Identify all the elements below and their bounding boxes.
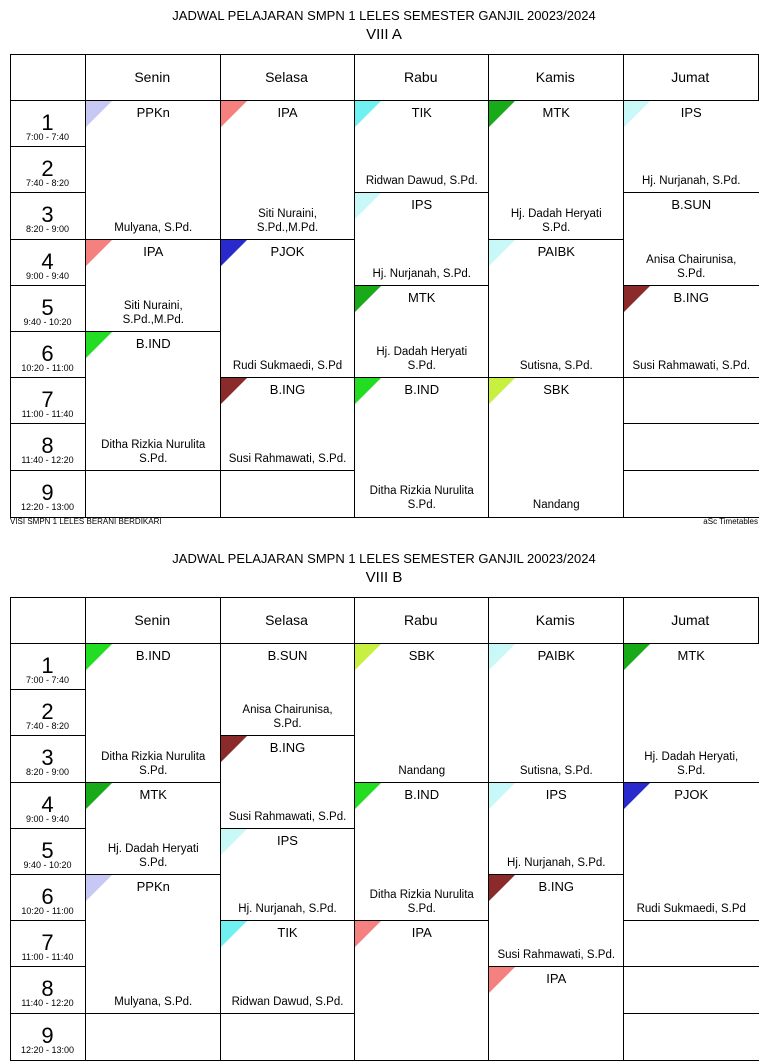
period-row-line bbox=[10, 423, 85, 424]
lesson-subject: TIK bbox=[411, 105, 432, 120]
period-number: 6 bbox=[41, 341, 54, 366]
period-row-line bbox=[10, 146, 85, 147]
day-header-jumat: Jumat bbox=[671, 69, 710, 85]
lesson-teacher: Ridwan Dawud, S.Pd. bbox=[231, 995, 344, 1008]
lesson-cell[interactable] bbox=[220, 1013, 355, 1060]
period-time: 7:40 - 8:20 bbox=[25, 178, 70, 189]
timetable-title: JADWAL PELAJARAN SMPN 1 LELES SEMESTER GANJIL 20023/2024 bbox=[172, 551, 596, 566]
lesson-subject: B.IND bbox=[404, 382, 440, 398]
period-time: 8:20 - 9:00 bbox=[25, 224, 70, 235]
lesson-teacher: Siti Nuraini, S.Pd.,M.Pd. bbox=[122, 299, 184, 326]
lesson-cell[interactable] bbox=[220, 100, 355, 240]
lesson-teacher: Anisa Chairunisa, S.Pd. bbox=[646, 253, 737, 280]
lesson-subject: PPKn bbox=[136, 105, 170, 120]
lesson-cell[interactable] bbox=[623, 782, 760, 922]
lesson-cell[interactable] bbox=[85, 782, 221, 875]
lesson-cell[interactable] bbox=[85, 100, 221, 240]
lesson-subject: B.IND bbox=[135, 336, 171, 351]
period-time: 9:40 - 10:20 bbox=[23, 859, 72, 870]
lesson-cell[interactable] bbox=[220, 643, 355, 736]
lesson-teacher: Anisa Chairunisa, S.Pd. bbox=[242, 704, 333, 731]
lesson-subject: MTK bbox=[408, 289, 436, 305]
lesson-subject: MTK bbox=[677, 648, 705, 663]
lesson-cell[interactable] bbox=[354, 782, 490, 922]
lesson-cell[interactable] bbox=[220, 239, 355, 379]
period-row-line bbox=[10, 239, 85, 240]
lesson-teacher: Nandang bbox=[532, 498, 580, 511]
day-header-kamis: Kamis bbox=[535, 69, 575, 85]
period-time: 11:40 - 12:20 bbox=[21, 998, 74, 1009]
lesson-cell[interactable] bbox=[354, 100, 490, 193]
lesson-teacher: Sutisna, S.Pd. bbox=[519, 360, 593, 373]
lesson-teacher: Siti Nuraini, S.Pd.,M.Pd. bbox=[256, 207, 319, 234]
footer-vision: VISI SMPN 1 LELES BERANI BERDIKARI bbox=[10, 516, 162, 526]
lesson-subject: B.IND bbox=[404, 786, 440, 802]
lesson-subject: B.ING bbox=[673, 289, 709, 305]
lesson-subject: IPS bbox=[277, 832, 298, 848]
lesson-cell[interactable] bbox=[488, 377, 624, 517]
lesson-cell[interactable] bbox=[623, 423, 760, 470]
lesson-subject: SBK bbox=[408, 648, 435, 663]
lesson-subject: IPS bbox=[545, 786, 567, 802]
period-row-line bbox=[10, 782, 85, 783]
period-number: 3 bbox=[41, 745, 54, 771]
lesson-teacher: Hj. Nurjanah, S.Pd. bbox=[372, 267, 471, 280]
period-time: 11:00 - 11:40 bbox=[21, 952, 74, 963]
lesson-cell[interactable] bbox=[85, 643, 221, 783]
period-time: 7:00 - 7:40 bbox=[25, 132, 70, 142]
period-time: 12:20 - 13:00 bbox=[20, 1044, 75, 1055]
lesson-cell[interactable] bbox=[85, 874, 221, 1014]
lesson-cell[interactable] bbox=[220, 920, 355, 1013]
lesson-subject: IPA bbox=[277, 105, 298, 120]
lesson-cell[interactable] bbox=[220, 377, 355, 470]
lesson-teacher: Sutisna, S.Pd. bbox=[519, 764, 593, 777]
lesson-cell[interactable] bbox=[220, 735, 355, 828]
period-number: 9 bbox=[41, 1022, 54, 1048]
lesson-cell[interactable] bbox=[354, 643, 490, 783]
lesson-subject: IPA bbox=[546, 971, 567, 987]
period-row-line bbox=[10, 1013, 85, 1014]
lesson-teacher: Susi Rahmawati, S.Pd. bbox=[228, 810, 347, 823]
lesson-subject: IPS bbox=[411, 197, 433, 213]
period-row-line bbox=[10, 689, 85, 690]
lesson-cell[interactable] bbox=[623, 192, 760, 285]
lesson-cell[interactable] bbox=[354, 920, 490, 1060]
lesson-cell[interactable] bbox=[623, 643, 760, 783]
lesson-cell[interactable] bbox=[488, 100, 624, 240]
period-row-line bbox=[10, 828, 85, 829]
lesson-subject: IPA bbox=[143, 243, 164, 259]
lesson-subject: B.SUN bbox=[267, 648, 308, 663]
lesson-cell[interactable] bbox=[85, 239, 221, 332]
lesson-teacher: Ditha Rizkia Nurulita S.Pd. bbox=[369, 484, 474, 511]
lesson-teacher: Rudi Sukmaedi, S.Pd bbox=[636, 903, 746, 916]
lesson-subject: TIK bbox=[277, 925, 298, 941]
period-time: 7:00 - 7:40 bbox=[25, 675, 70, 685]
lesson-teacher: Hj. Nurjanah, S.Pd. bbox=[642, 175, 741, 188]
lesson-cell[interactable] bbox=[623, 100, 760, 193]
lesson-cell[interactable] bbox=[623, 966, 760, 1013]
lesson-cell[interactable] bbox=[623, 920, 760, 967]
lesson-cell[interactable] bbox=[220, 828, 355, 921]
period-row-line bbox=[10, 192, 85, 193]
period-row-line bbox=[10, 920, 85, 921]
day-header-rabu: Rabu bbox=[404, 69, 438, 85]
period-time: 9:40 - 10:20 bbox=[23, 316, 72, 327]
day-header-senin: Senin bbox=[134, 69, 171, 85]
day-header-rabu: Rabu bbox=[404, 612, 438, 628]
period-number: 3 bbox=[41, 202, 54, 228]
period-number: 5 bbox=[41, 294, 54, 320]
period-number: 2 bbox=[41, 156, 54, 182]
lesson-teacher: Mulyana, S.Pd. bbox=[114, 221, 193, 234]
lesson-teacher: Hj. Dadah Heryati, S.Pd. bbox=[644, 750, 739, 777]
period-row-line bbox=[10, 874, 85, 875]
period-row-line bbox=[10, 285, 85, 286]
lesson-cell[interactable] bbox=[354, 285, 490, 378]
period-time: 11:40 - 12:20 bbox=[21, 455, 74, 466]
lesson-cell[interactable] bbox=[488, 643, 624, 783]
lesson-subject: PJOK bbox=[270, 243, 305, 259]
day-header-senin: Senin bbox=[134, 612, 171, 628]
day-header-kamis: Kamis bbox=[535, 612, 575, 628]
period-row-line bbox=[10, 377, 85, 378]
day-header-jumat: Jumat bbox=[671, 612, 710, 628]
lesson-teacher: Rudi Sukmaedi, S.Pd bbox=[232, 360, 343, 373]
period-row-line bbox=[10, 966, 85, 967]
day-header-selasa: Selasa bbox=[265, 612, 308, 628]
lesson-cell[interactable] bbox=[623, 377, 760, 424]
period-time: 11:00 - 11:40 bbox=[21, 409, 74, 420]
period-row-line bbox=[10, 470, 85, 471]
lesson-cell[interactable] bbox=[354, 377, 490, 517]
lesson-subject: MTK bbox=[542, 105, 570, 120]
lesson-teacher: Hj. Dadah Heryati S.Pd. bbox=[107, 842, 199, 869]
lesson-cell[interactable] bbox=[488, 782, 624, 875]
lesson-subject: B.ING bbox=[269, 382, 306, 398]
period-number: 9 bbox=[41, 479, 54, 505]
lesson-subject: PPKn bbox=[136, 879, 170, 894]
lesson-cell[interactable] bbox=[488, 874, 624, 967]
period-time: 10:20 - 11:00 bbox=[21, 906, 74, 916]
period-row-line bbox=[10, 331, 85, 332]
period-number: 5 bbox=[41, 837, 54, 863]
period-number: 4 bbox=[41, 248, 54, 274]
lesson-cell[interactable] bbox=[85, 331, 221, 471]
lesson-subject: IPA bbox=[411, 925, 432, 941]
lesson-subject: B.ING bbox=[269, 740, 306, 756]
period-number: 2 bbox=[41, 699, 54, 725]
period-number: 1 bbox=[41, 110, 54, 135]
period-time: 12:20 - 13:00 bbox=[20, 501, 75, 512]
lesson-cell[interactable] bbox=[85, 1013, 221, 1060]
lesson-teacher: Hj. Nurjanah, S.Pd. bbox=[238, 903, 337, 916]
period-time: 7:40 - 8:20 bbox=[25, 721, 70, 732]
lesson-subject: MTK bbox=[139, 786, 167, 802]
lesson-cell[interactable] bbox=[623, 285, 760, 378]
period-number: 7 bbox=[41, 387, 54, 413]
period-number: 4 bbox=[41, 791, 54, 817]
lesson-teacher: Ditha Rizkia Nurulita S.Pd. bbox=[369, 889, 474, 916]
lesson-teacher: Ditha Rizkia Nurulita S.Pd. bbox=[101, 438, 206, 465]
lesson-subject: B.IND bbox=[135, 648, 171, 663]
period-number: 1 bbox=[41, 653, 54, 678]
lesson-teacher: Susi Rahmawati, S.Pd. bbox=[497, 949, 616, 962]
lesson-subject: B.SUN bbox=[671, 197, 712, 213]
lesson-subject: SBK bbox=[543, 382, 570, 398]
lesson-teacher: Hj. Dadah Heryati S.Pd. bbox=[376, 346, 468, 373]
lesson-cell[interactable] bbox=[354, 192, 490, 285]
lesson-subject: B.ING bbox=[538, 879, 574, 894]
lesson-teacher: Susi Rahmawati, S.Pd. bbox=[632, 360, 751, 373]
lesson-subject: PAIBK bbox=[537, 243, 575, 259]
lesson-subject: PAIBK bbox=[537, 648, 575, 663]
lesson-teacher: Ditha Rizkia Nurulita S.Pd. bbox=[101, 750, 206, 777]
lesson-subject: IPS bbox=[680, 105, 702, 120]
lesson-teacher: Nandang bbox=[398, 764, 446, 777]
lesson-cell[interactable] bbox=[623, 470, 760, 517]
lesson-cell[interactable] bbox=[220, 470, 355, 517]
footer-credit: aSc Timetables bbox=[703, 516, 758, 526]
period-time: 8:20 - 9:00 bbox=[25, 767, 70, 778]
period-row-line bbox=[10, 735, 85, 736]
period-number: 8 bbox=[41, 433, 54, 459]
period-number: 8 bbox=[41, 976, 54, 1002]
timetable-title: JADWAL PELAJARAN SMPN 1 LELES SEMESTER GANJIL 20023/2024 bbox=[172, 8, 596, 23]
lesson-teacher: Susi Rahmawati, S.Pd. bbox=[228, 452, 347, 465]
period-number: 6 bbox=[41, 884, 54, 909]
lesson-teacher: Hj. Nurjanah, S.Pd. bbox=[507, 856, 606, 869]
period-time: 10:20 - 11:00 bbox=[21, 363, 74, 373]
period-time: 9:00 - 9:40 bbox=[25, 813, 70, 824]
day-header-selasa: Selasa bbox=[265, 69, 308, 85]
period-time: 9:00 - 9:40 bbox=[25, 270, 70, 281]
lesson-subject: PJOK bbox=[674, 786, 709, 802]
lesson-teacher: Mulyana, S.Pd. bbox=[114, 995, 193, 1008]
lesson-teacher: Hj. Dadah Heryati S.Pd. bbox=[510, 207, 602, 234]
class-name: VIII A bbox=[366, 26, 402, 43]
lesson-cell[interactable] bbox=[85, 470, 221, 517]
lesson-teacher: Ridwan Dawud, S.Pd. bbox=[365, 175, 478, 188]
lesson-cell[interactable] bbox=[623, 1013, 760, 1060]
lesson-cell[interactable] bbox=[488, 239, 624, 379]
class-name: VIII B bbox=[365, 569, 403, 586]
lesson-cell[interactable] bbox=[488, 966, 624, 1059]
period-number: 7 bbox=[41, 930, 54, 956]
